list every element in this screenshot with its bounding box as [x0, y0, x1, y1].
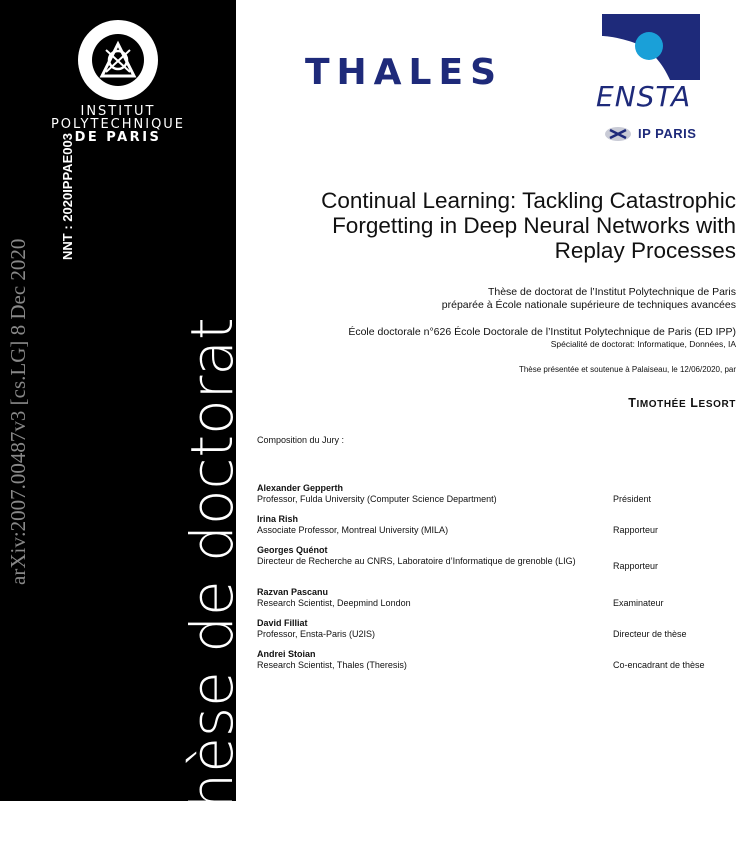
- jury-member-name: David Filliat: [257, 618, 308, 628]
- jury-member-name: Alexander Gepperth: [257, 483, 344, 493]
- jury-member-name: Andrei Stoian: [257, 649, 316, 659]
- institute-line-1: INSTITUT: [80, 104, 156, 119]
- jury-member-role: Rapporteur: [613, 524, 659, 535]
- jury-member: [257, 545, 737, 571]
- jury-member-role: Président: [613, 493, 652, 504]
- jury-member: [257, 483, 737, 504]
- jury-label: Composition du Jury :: [257, 435, 345, 445]
- thesis-line-2: préparée à École nationale supérieure de techniques avancées: [441, 299, 736, 311]
- thesis-line-1: Thèse de doctorat de l’Institut Polytechnique de Paris: [487, 286, 736, 298]
- specialty: Spécialité de doctorat: Informatique, Données, IA: [550, 339, 736, 349]
- jury-member: [257, 649, 737, 670]
- jury-member-desc: Professor, Ensta-Paris (U2IS): [257, 628, 376, 639]
- ensta-logo-text: ENSTA: [596, 80, 692, 113]
- jury-member-desc: Directeur de Recherche au CNRS, Laboratoire d’Informatique de grenoble (LIG): [257, 555, 576, 566]
- jury-member-desc: Professor, Fulda University (Computer Science Department): [257, 493, 497, 504]
- jury-member-desc: Research Scientist, Thales (Theresis): [257, 659, 407, 670]
- institute-line-3: DE PARIS: [74, 130, 162, 145]
- jury-member-desc: Associate Professor, Montreal University (MILA): [257, 524, 449, 535]
- left-band: [0, 0, 246, 845]
- jury-member-role: Co-encadrant de thèse: [613, 659, 705, 670]
- jury-member-role: Rapporteur: [613, 561, 659, 571]
- jury-member-role: Directeur de thèse: [613, 628, 687, 639]
- ip-paris-icon: [604, 126, 632, 142]
- jury-member: [257, 618, 737, 639]
- side-title: Thèse de doctorat: [178, 317, 246, 845]
- nnt-number: NNT : 2020IPPAE003: [60, 133, 75, 260]
- jury-member-name: Irina Rish: [257, 514, 299, 524]
- jury-member-name: Razvan Pascanu: [257, 587, 329, 597]
- jury-member: [257, 587, 737, 608]
- doctoral-school: École doctorale n°626 École Doctorale de l’Institut Polytechnique de Paris (ED IPP): [348, 326, 736, 338]
- jury-member-role: Examinateur: [613, 597, 664, 608]
- institute-line-2: POLYTECHNIQUE: [50, 117, 186, 132]
- jury-member: [257, 514, 737, 535]
- thales-logo: THALES: [305, 52, 504, 93]
- author-name: TIMOTHÉE LESORT: [628, 396, 736, 410]
- defense-info: Thèse présentée et soutenue à Palaiseau, le 12/06/2020, par: [518, 365, 736, 374]
- jury-member-name: Georges Quénot: [257, 545, 328, 555]
- institut-polytechnique-seal-icon: [76, 18, 160, 102]
- thesis-title: Continual Learning: Tackling Catastrophic Forgetting in Deep Neural Networks with Replay Processes: [321, 188, 736, 263]
- arxiv-stamp[interactable]: arXiv:2007.00487v3 [cs.LG] 8 Dec 2020: [6, 238, 30, 585]
- ip-paris-text: IP PARIS: [638, 126, 697, 141]
- jury-member-desc: Research Scientist, Deepmind London: [257, 597, 411, 608]
- ensta-logo-mark-icon: [592, 12, 702, 82]
